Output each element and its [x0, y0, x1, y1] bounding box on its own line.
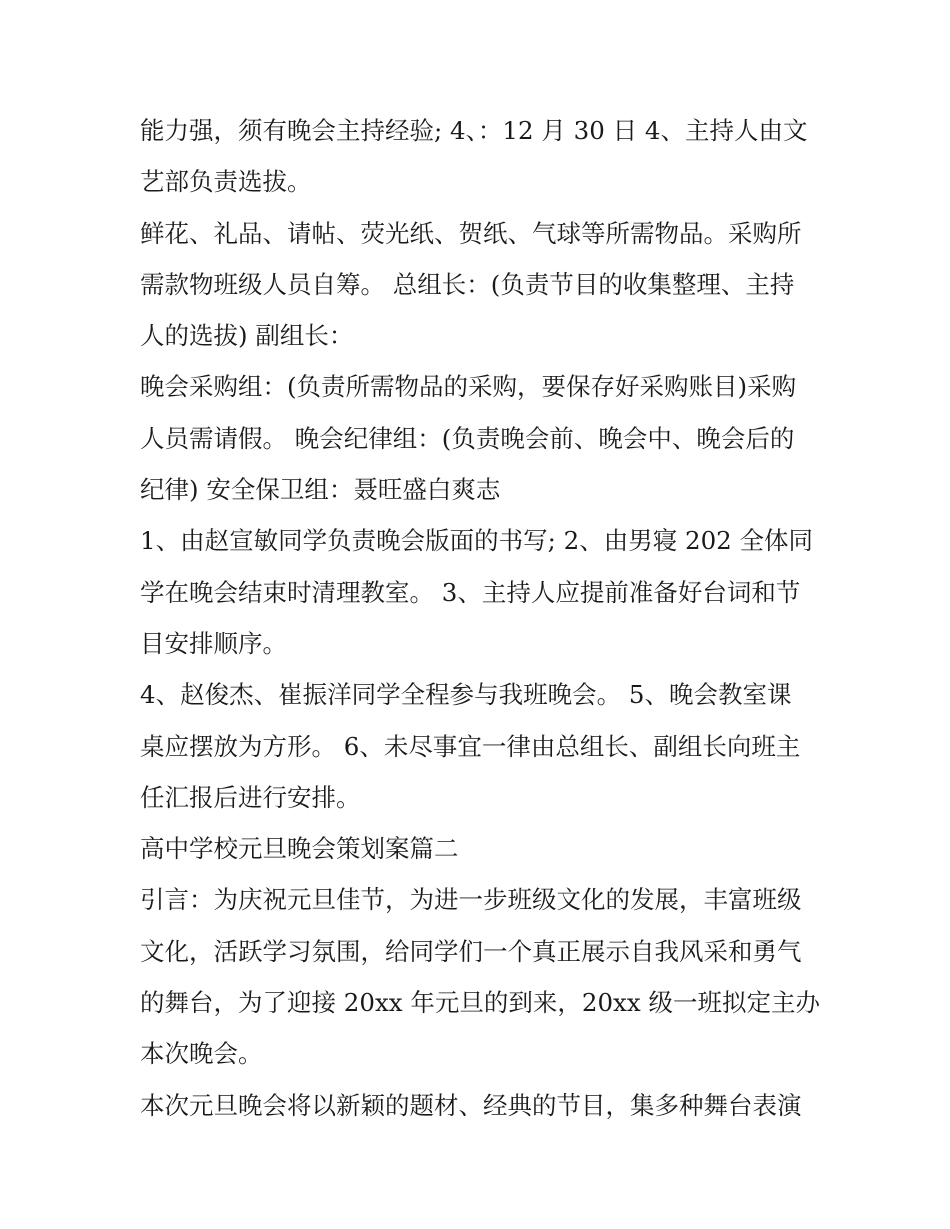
section-heading-text: 高中学校元旦晚会策划案篇二	[140, 834, 459, 864]
text-line: 4、赵俊杰、崔振洋同学全程参与我班晚会。 5、晚会教室课	[140, 680, 792, 710]
text-line: 晚会采购组：(负责所需物品的采购，要保存好采购账目)采购	[140, 372, 797, 402]
paragraph-supplies	[140, 208, 820, 362]
text-line: 学在晚会结束时清理教室。 3、主持人应提前准备好台词和节	[140, 577, 801, 607]
paragraph-tasks-1-3	[140, 515, 820, 669]
text-line: 文化，活跃学习氛围，给同学们一个真正展示自我风采和勇气	[140, 936, 802, 966]
paragraph-groups	[140, 361, 820, 515]
paragraph-tasks-4-6	[140, 669, 820, 823]
text-line: 引言：为庆祝元旦佳节，为进一步班级文化的发展，丰富班级	[140, 885, 802, 915]
text-line: 的舞台，为了迎接 20xx 年元旦的到来，20xx 级一班拟定主办	[140, 988, 820, 1018]
text-line: 1、由赵宣敏同学负责晚会版面的书写; 2、由男寝 202 全体同	[140, 526, 814, 556]
document-body	[140, 105, 820, 1131]
paragraph-overview	[140, 1080, 820, 1131]
paragraph-host-requirements	[140, 105, 820, 208]
text-line: 人员需请假。 晚会纪律组：(负责晚会前、晚会中、晚会后的	[140, 423, 795, 453]
text-line: 鲜花、礼品、请帖、荧光纸、贺纸、气球等所需物品。采购所	[140, 218, 802, 248]
text-line: 本次晚会。	[140, 1039, 263, 1069]
text-line: 能力强，须有晚会主持经验; 4、：12 月 30 日 4、主持人由文	[140, 116, 808, 145]
text-line: 本次元旦晚会将以新颖的题材、经典的节目，集多种舞台表演	[140, 1090, 802, 1120]
text-line: 人的选拔) 副组长：	[140, 321, 354, 351]
text-line: 需款物班级人员自筹。 总组长：(负责节目的收集整理、主持	[140, 269, 795, 299]
text-line: 桌应摆放为方形。 6、未尽事宜一律由总组长、副组长向班主	[140, 731, 801, 761]
text-line: 目安排顺序。	[140, 628, 287, 658]
text-line: 艺部负责选拔。	[140, 167, 312, 197]
section-heading	[140, 823, 820, 874]
text-line: 任汇报后进行安排。	[140, 782, 361, 812]
paragraph-introduction	[140, 874, 820, 1079]
text-line: 纪律) 安全保卫组：聂旺盛白爽志	[140, 475, 501, 505]
